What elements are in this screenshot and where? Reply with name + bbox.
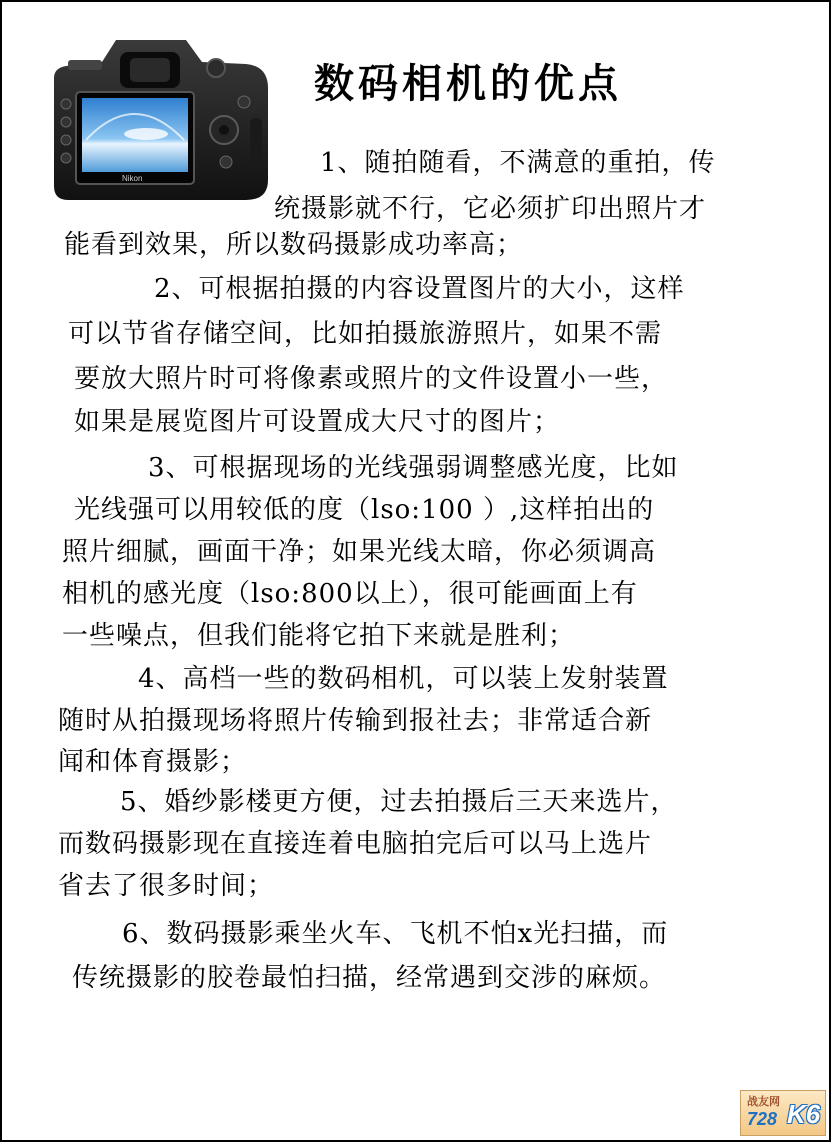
paragraph-3-line-1: 3、可根据现场的光线强弱调整感光度，比如 xyxy=(148,453,679,483)
paragraph-4-line-2: 随时从拍摄现场将照片传输到报社去；非常适合新 xyxy=(58,706,653,736)
paragraph-3-line-4: 相机的感光度（lso:800以上），很可能画面上有 xyxy=(62,579,638,609)
paragraph-2-line-2: 可以节省存储空间，比如拍摄旅游照片，如果不需 xyxy=(68,319,663,349)
paragraph-1-line-1: 1、随拍随看，不满意的重拍，传 xyxy=(320,148,716,178)
camera-brand: Nikon xyxy=(122,174,143,183)
paragraph-6-line-2: 传统摄影的胶卷最怕扫描，经常遇到交涉的麻烦。 xyxy=(72,963,667,993)
paragraph-2-line-3: 要放大照片时可将像素或照片的文件设置小一些， xyxy=(74,364,669,394)
watermark-logo xyxy=(740,1090,826,1136)
paragraph-3-line-3: 照片细腻，画面干净；如果光线太暗，你必须调高 xyxy=(62,537,657,567)
paragraph-5-line-1: 5、婚纱影楼更方便，过去拍摄后三天来选片， xyxy=(120,787,678,817)
paragraph-4-line-1: 4、高档一些的数码相机，可以装上发射装置 xyxy=(138,664,669,694)
paragraph-1-line-2: 统摄影就不行，它必须扩印出照片才 xyxy=(274,194,707,224)
camera-icon xyxy=(46,30,274,208)
paragraph-6-line-1: 6、数码摄影乘坐火车、飞机不怕x光扫描，而 xyxy=(122,919,669,949)
paragraph-2-line-1: 2、可根据拍摄的内容设置图片的大小，这样 xyxy=(154,274,685,304)
paragraph-4-line-3: 闻和体育摄影； xyxy=(58,747,248,777)
watermark-suffix: K6 xyxy=(787,1099,821,1129)
paragraph-2-line-4: 如果是展览图片可设置成大尺寸的图片； xyxy=(74,407,561,437)
watermark-site: 战友网 xyxy=(747,1096,780,1108)
paragraph-3-line-5: 一些噪点，但我们能将它拍下来就是胜利； xyxy=(62,621,576,651)
paragraph-5-line-2: 而数码摄影现在直接连着电脑拍完后可以马上选片 xyxy=(58,829,653,859)
paragraph-3-line-2: 光线强可以用较低的度（lso:100 ）,这样拍出的 xyxy=(74,495,655,525)
watermark-number: 728 xyxy=(747,1109,778,1129)
paragraph-5-line-3: 省去了很多时间； xyxy=(58,871,275,901)
page-title: 数码相机的优点 xyxy=(314,60,622,107)
camera-image xyxy=(46,30,274,208)
paragraph-1-line-3: 能看到效果，所以数码摄影成功率高； xyxy=(64,230,524,260)
